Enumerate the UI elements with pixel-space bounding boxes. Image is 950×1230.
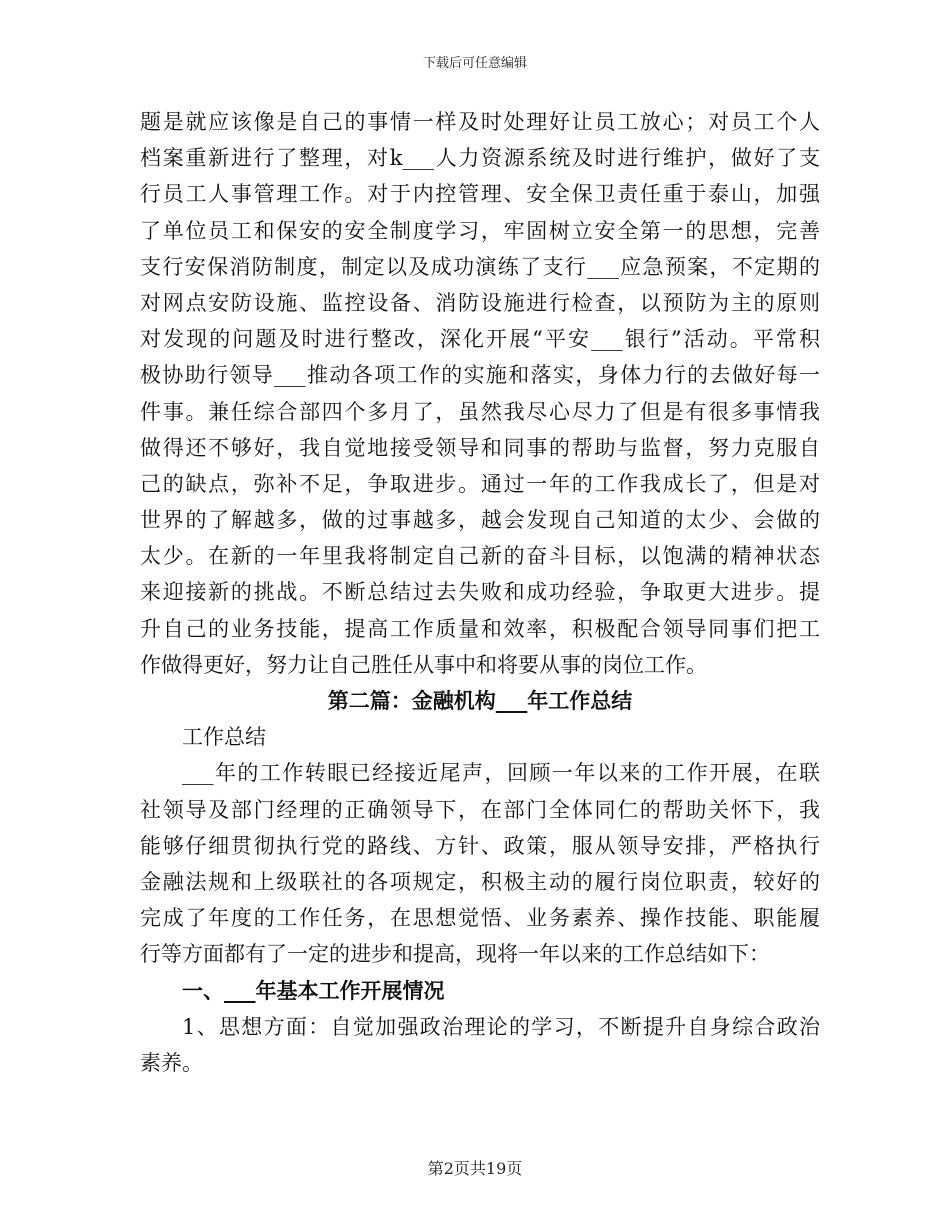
- text-line: 社领导及部门经理的正确领导下，在部门全体同仁的帮助关怀下，我: [140, 797, 820, 822]
- text-line: 升自己的业务技能，提高工作质量和效率，积极配合领导同事们把工: [140, 616, 820, 641]
- text-line: 1、思想方面：自觉加强政治理论的学习，不断提升自身综合政治: [182, 1014, 820, 1039]
- text-line: 作做得更好，努力让自己胜任从事中和将要从事的岗位工作。: [140, 652, 707, 677]
- text-line: 世界的了解越多，做的过事越多，越会发现自己知道的太少、会做的: [140, 508, 820, 533]
- text-line: 来迎接新的挑战。不断总结过去失败和成功经验，争取更大进步。提: [140, 580, 820, 605]
- text-line: 支行安保消防制度，制定以及成功演练了支行___应急预案，不定期的: [140, 254, 820, 279]
- text-line: 对网点安防设施、监控设备、消防设施进行检查，以预防为主的原则: [140, 290, 820, 315]
- text-line: 件事。兼任综合部四个多月了，虽然我尽心尽力了但是有很多事情我: [140, 399, 820, 424]
- text-line: 素养。: [140, 1050, 203, 1075]
- text-line: 了单位员工和保安的安全制度学习，牢固树立安全第一的思想，完善: [140, 218, 820, 243]
- page-header-note: 下载后可任意编辑: [422, 56, 527, 71]
- sub-title: 工作总结: [182, 725, 266, 750]
- text-line: 完成了年度的工作任务，在思想觉悟、业务素养、操作技能、职能履: [140, 906, 820, 931]
- text-line: 行等方面都有了一定的进步和提高，现将一年以来的工作总结如下：: [140, 942, 770, 967]
- page-number: 第2页共19页: [427, 1159, 523, 1178]
- text-line: 金融法规和上级联社的各项规定，积极主动的履行岗位职责，较好的: [140, 869, 820, 894]
- text-line: 做得还不够好，我自觉地接受领导和同事的帮助与监督，努力克服自: [140, 435, 820, 460]
- text-line: 档案重新进行了整理，对k___人力资源系统及时进行维护，做好了支: [140, 146, 820, 171]
- heading-one: 一、___年基本工作开展情况: [182, 977, 445, 1003]
- text-line: 能够仔细贯彻执行党的路线、方针、政策，服从领导安排，严格执行: [140, 833, 820, 858]
- text-line: 题是就应该像是自己的事情一样及时处理好让员工放心；对员工个人: [140, 110, 820, 134]
- text-line: 行员工人事管理工作。对于内控管理、安全保卫责任重于泰山，加强: [140, 182, 820, 207]
- text-line: 太少。在新的一年里我将制定自己新的奋斗目标，以饱满的精神状态: [140, 544, 820, 569]
- text-line: 极协助行领导___推动各项工作的实施和落实，身体力行的去做好每一: [140, 363, 820, 388]
- text-line: 己的缺点，弥补不足，争取进步。通过一年的工作我成长了，但是对: [140, 471, 820, 496]
- text-line: ___年的工作转眼已经接近尾声，回顾一年以来的工作开展，在联: [182, 761, 820, 786]
- section-title: 第二篇：金融机构___年工作总结: [327, 688, 633, 713]
- text-line: 对发现的问题及时进行整改，深化开展“平安___银行”活动。平常积: [140, 327, 820, 352]
- document-body: [140, 104, 820, 1081]
